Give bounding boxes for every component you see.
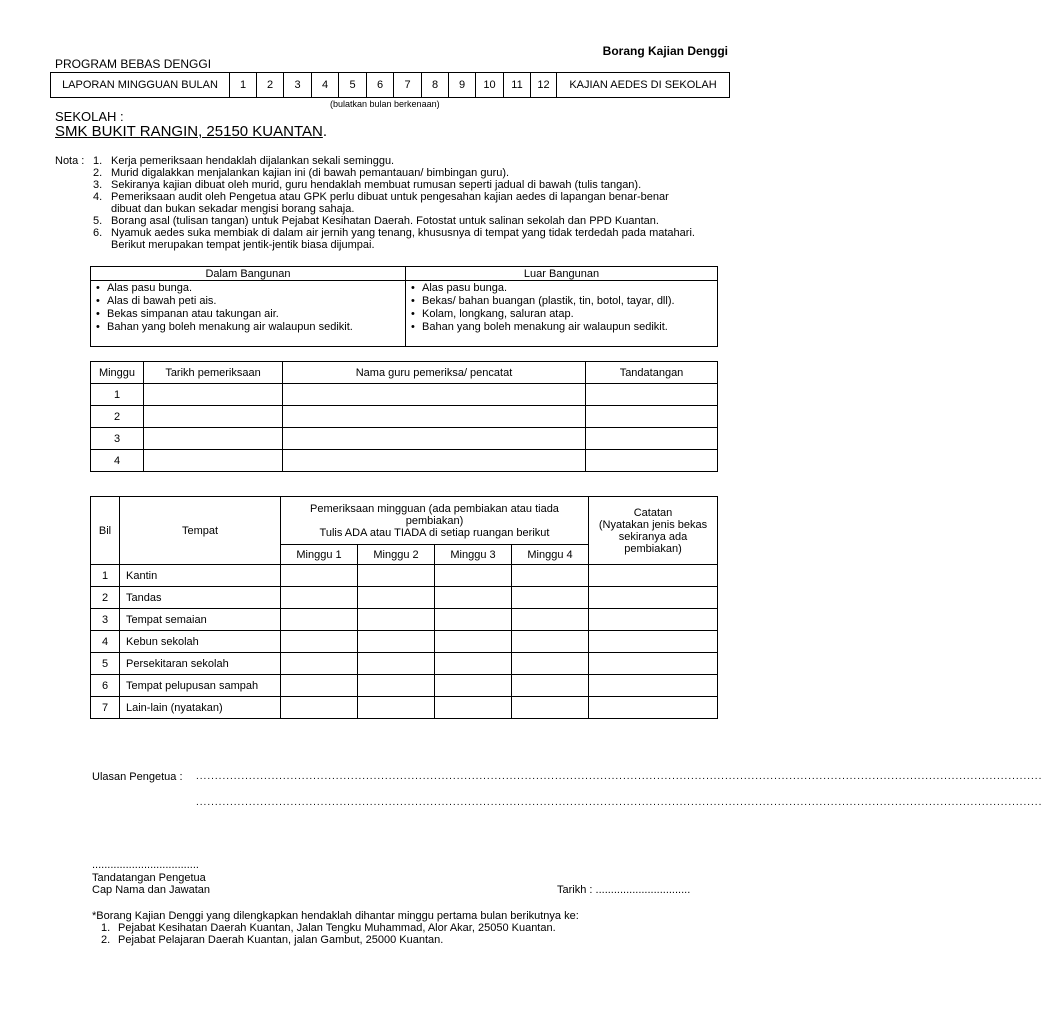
inside-building-header: Dalam Bangunan [91, 267, 406, 281]
signature-line[interactable]: ................................... [92, 859, 199, 871]
note-number: 2. [93, 167, 103, 179]
note-item [90, 167, 730, 179]
week-3-cell[interactable] [435, 587, 512, 609]
week-4-cell[interactable] [512, 565, 589, 587]
note-text: Berikut merupakan tempat jentik-jentik biasa dijumpai. [111, 239, 375, 251]
pemeriksaan-line-2: pembiakan) [405, 514, 464, 527]
col-pemeriksaan [281, 497, 589, 545]
ulasan-line-1[interactable]: ................................................................................................................................................................................................................................ [196, 771, 1042, 782]
tarikh-label: Tarikh : [557, 884, 593, 896]
note-number: 3. [93, 179, 103, 191]
inside-breeding-item: • Bahan yang boleh menakung air walaupun sedikit. [91, 321, 405, 334]
row-bil: 2 [91, 587, 120, 609]
weekly-row [91, 406, 718, 428]
tarikh-field[interactable]: ............................... [595, 884, 691, 896]
outside-breeding-item: • Bekas/ bahan buangan (plastik, tin, botol, tayar, dll). [406, 295, 717, 308]
row-tempat: Tempat pelupusan sampah [120, 675, 281, 697]
catatan-line-1: Catatan [633, 506, 673, 519]
address-number: 2. [101, 934, 111, 946]
address-text: Pejabat Kesihatan Daerah Kuantan, Jalan Tengku Muhammad, Alor Akar, 25050 Kuantan. [118, 922, 556, 934]
catatan-cell[interactable] [589, 697, 718, 719]
row-bil: 6 [91, 675, 120, 697]
week-4-header: Minggu 4 [512, 545, 589, 565]
weekly-row [91, 450, 718, 472]
week-1-header: Minggu 1 [281, 545, 358, 565]
catatan-line-2: (Nyatakan jenis bekas [598, 518, 708, 531]
catatan-cell[interactable] [589, 609, 718, 631]
address-list [101, 922, 721, 946]
note-item [90, 179, 730, 191]
row-bil: 4 [91, 631, 120, 653]
month-9[interactable]: 9 [449, 73, 476, 98]
week-4-cell[interactable] [512, 653, 589, 675]
month-10[interactable]: 10 [476, 73, 504, 98]
month-selection-table [50, 72, 730, 98]
school-name: SMK BUKIT RANGIN, 25150 KUANTAN [55, 123, 323, 140]
catatan-cell[interactable] [589, 565, 718, 587]
week-1-cell[interactable] [281, 565, 358, 587]
week-3-cell[interactable] [435, 631, 512, 653]
nama-guru-cell[interactable] [283, 406, 586, 428]
week-2-cell[interactable] [358, 697, 435, 719]
row-tempat: Lain-lain (nyatakan) [120, 697, 281, 719]
row-tempat: Tempat semaian [120, 609, 281, 631]
inspection-row [91, 565, 718, 587]
week-1-cell[interactable] [281, 631, 358, 653]
week-3-cell[interactable] [435, 565, 512, 587]
week-number: 4 [91, 450, 144, 472]
inspection-row [91, 675, 718, 697]
notes-label: Nota : [55, 155, 85, 167]
tandatangan-cell[interactable] [586, 428, 718, 450]
month-8[interactable]: 8 [422, 73, 449, 98]
col-tandatangan: Tandatangan [586, 362, 718, 384]
month-3[interactable]: 3 [284, 73, 312, 98]
inspection-row [91, 653, 718, 675]
pemeriksaan-line-1: Pemeriksaan mingguan (ada pembiakan atau tiada [310, 502, 559, 515]
catatan-line-3: sekiranya ada [618, 530, 688, 543]
catatan-cell[interactable] [589, 653, 718, 675]
month-5[interactable]: 5 [339, 73, 367, 98]
catatan-line-4: pembiakan) [624, 542, 682, 555]
col-tempat: Tempat [120, 497, 281, 565]
week-4-cell[interactable] [512, 675, 589, 697]
col-bil: Bil [91, 497, 120, 565]
note-number: 6. [93, 227, 103, 239]
tarikh-cell[interactable] [144, 406, 283, 428]
week-number: 2 [91, 406, 144, 428]
month-12[interactable]: 12 [531, 73, 557, 98]
breeding-places-table [90, 266, 718, 347]
inspection-table [90, 496, 718, 719]
week-2-cell[interactable] [358, 587, 435, 609]
week-4-cell[interactable] [512, 697, 589, 719]
tandatangan-cell[interactable] [586, 450, 718, 472]
row-bil: 3 [91, 609, 120, 631]
month-hint: (bulatkan bulan berkenaan) [330, 99, 440, 109]
outside-breeding-item: • Bahan yang boleh menakung air walaupun sedikit. [406, 321, 717, 334]
week-1-cell[interactable] [281, 653, 358, 675]
pemeriksaan-line-3: Tulis ADA atau TIADA di setiap ruangan berikut [319, 526, 550, 539]
note-number: 1. [93, 155, 103, 167]
week-3-cell[interactable] [435, 653, 512, 675]
catatan-cell[interactable] [589, 631, 718, 653]
tarikh-cell[interactable] [144, 384, 283, 406]
signature-label: Tandatangan Pengetua [92, 872, 206, 884]
note-text: Kerja pemeriksaan hendaklah dijalankan sekali seminggu. [111, 155, 395, 167]
row-bil: 7 [91, 697, 120, 719]
week-1-cell[interactable] [281, 609, 358, 631]
row-tempat: Persekitaran sekolah [120, 653, 281, 675]
note-number: 4. [93, 191, 103, 203]
weekly-row [91, 428, 718, 450]
note-text: Borang asal (tulisan tangan) untuk Pejabat Kesihatan Daerah. Fotostat untuk salinan sekolah dan PPD Kuantan. [111, 215, 659, 227]
month-7[interactable]: 7 [394, 73, 422, 98]
inspection-row [91, 587, 718, 609]
notes-list [90, 155, 730, 251]
outside-building-header: Luar Bangunan [406, 267, 718, 281]
weekly-record-table [90, 361, 718, 472]
week-2-cell[interactable] [358, 653, 435, 675]
note-item [90, 155, 730, 167]
week-4-cell[interactable] [512, 631, 589, 653]
col-catatan [589, 497, 718, 565]
note-text: Sekiranya kajian dibuat oleh murid, guru hendaklah membuat rumusan seperti jadual di bawah (tulis tangan). [111, 179, 642, 191]
col-minggu: Minggu [91, 362, 144, 384]
tandatangan-cell[interactable] [586, 384, 718, 406]
outside-breeding-item: • Alas pasu bunga. [406, 282, 717, 295]
week-3-cell[interactable] [435, 609, 512, 631]
address-number: 1. [101, 922, 111, 934]
submission-note: *Borang Kajian Denggi yang dilengkapkan hendaklah dihantar minggu pertama bulan berikutnya ke: [92, 910, 579, 922]
month-11[interactable]: 11 [504, 73, 531, 98]
note-text: Nyamuk aedes suka membiak di dalam air jernih yang tenang, khususnya di tempat yang tidak terdedah pada matahari. [111, 227, 695, 239]
week-2-cell[interactable] [358, 565, 435, 587]
row-tempat: Tandas [120, 587, 281, 609]
week-number: 1 [91, 384, 144, 406]
note-text: Pemeriksaan audit oleh Pengetua atau GPK perlu dibuat untuk pengesahan kajian aedes di lapangan benar-benar [111, 191, 669, 203]
week-3-cell[interactable] [435, 697, 512, 719]
note-item [90, 215, 730, 227]
week-4-cell[interactable] [512, 609, 589, 631]
nama-guru-cell[interactable] [283, 384, 586, 406]
week-4-cell[interactable] [512, 587, 589, 609]
inspection-row [91, 697, 718, 719]
week-2-header: Minggu 2 [358, 545, 435, 565]
week-1-cell[interactable] [281, 587, 358, 609]
row-bil: 5 [91, 653, 120, 675]
catatan-cell[interactable] [589, 587, 718, 609]
report-month-label: LAPORAN MINGGUAN BULAN [51, 73, 230, 98]
week-3-cell[interactable] [435, 675, 512, 697]
program-title: PROGRAM BEBAS DENGGI [55, 57, 212, 71]
school-label: SEKOLAH : [55, 109, 124, 124]
outside-breeding-item: • Kolam, longkang, saluran atap. [406, 308, 717, 321]
month-1[interactable]: 1 [230, 73, 257, 98]
address-item [101, 934, 721, 946]
inside-breeding-item: • Alas pasu bunga. [91, 282, 405, 295]
note-text: Murid digalakkan menjalankan kajian ini (di bawah pemantauan/ bimbingan guru). [111, 167, 510, 179]
note-item [90, 191, 730, 215]
ulasan-label: Ulasan Pengetua : [92, 771, 183, 783]
month-4[interactable]: 4 [312, 73, 339, 98]
week-2-cell[interactable] [358, 675, 435, 697]
row-tempat: Kantin [120, 565, 281, 587]
row-bil: 1 [91, 565, 120, 587]
form-title: Borang Kajian Denggi [602, 44, 728, 58]
note-text: dibuat dan bukan sekadar mengisi borang sahaja. [111, 203, 355, 215]
row-tempat: Kebun sekolah [120, 631, 281, 653]
week-2-cell[interactable] [358, 609, 435, 631]
col-tarikh: Tarikh pemeriksaan [144, 362, 283, 384]
school-name-period: . [322, 123, 328, 140]
weekly-row [91, 384, 718, 406]
inside-breeding-item: • Bekas simpanan atau takungan air. [91, 308, 405, 321]
inspection-row [91, 609, 718, 631]
nama-guru-cell[interactable] [283, 428, 586, 450]
month-6[interactable]: 6 [367, 73, 394, 98]
week-1-cell[interactable] [281, 675, 358, 697]
week-1-cell[interactable] [281, 697, 358, 719]
note-item [90, 227, 730, 251]
nama-guru-cell[interactable] [283, 450, 586, 472]
inside-breeding-item: • Alas di bawah peti ais. [91, 295, 405, 308]
month-2[interactable]: 2 [257, 73, 284, 98]
week-2-cell[interactable] [358, 631, 435, 653]
catatan-cell[interactable] [589, 675, 718, 697]
ulasan-line-2[interactable]: ................................................................................................................................................................................................................................ [196, 797, 1042, 808]
note-number: 5. [93, 215, 103, 227]
tarikh-cell[interactable] [144, 450, 283, 472]
stamp-label: Cap Nama dan Jawatan [92, 884, 211, 896]
inside-building-list [91, 282, 405, 334]
week-number: 3 [91, 428, 144, 450]
tandatangan-cell[interactable] [586, 406, 718, 428]
col-nama-guru: Nama guru pemeriksa/ pencatat [283, 362, 586, 384]
outside-building-list [406, 282, 717, 334]
address-text: Pejabat Pelajaran Daerah Kuantan, jalan Gambut, 25000 Kuantan. [118, 934, 444, 946]
week-3-header: Minggu 3 [435, 545, 512, 565]
tarikh-cell[interactable] [144, 428, 283, 450]
address-item [101, 922, 721, 934]
kajian-label: KAJIAN AEDES DI SEKOLAH [557, 73, 730, 98]
inspection-row [91, 631, 718, 653]
